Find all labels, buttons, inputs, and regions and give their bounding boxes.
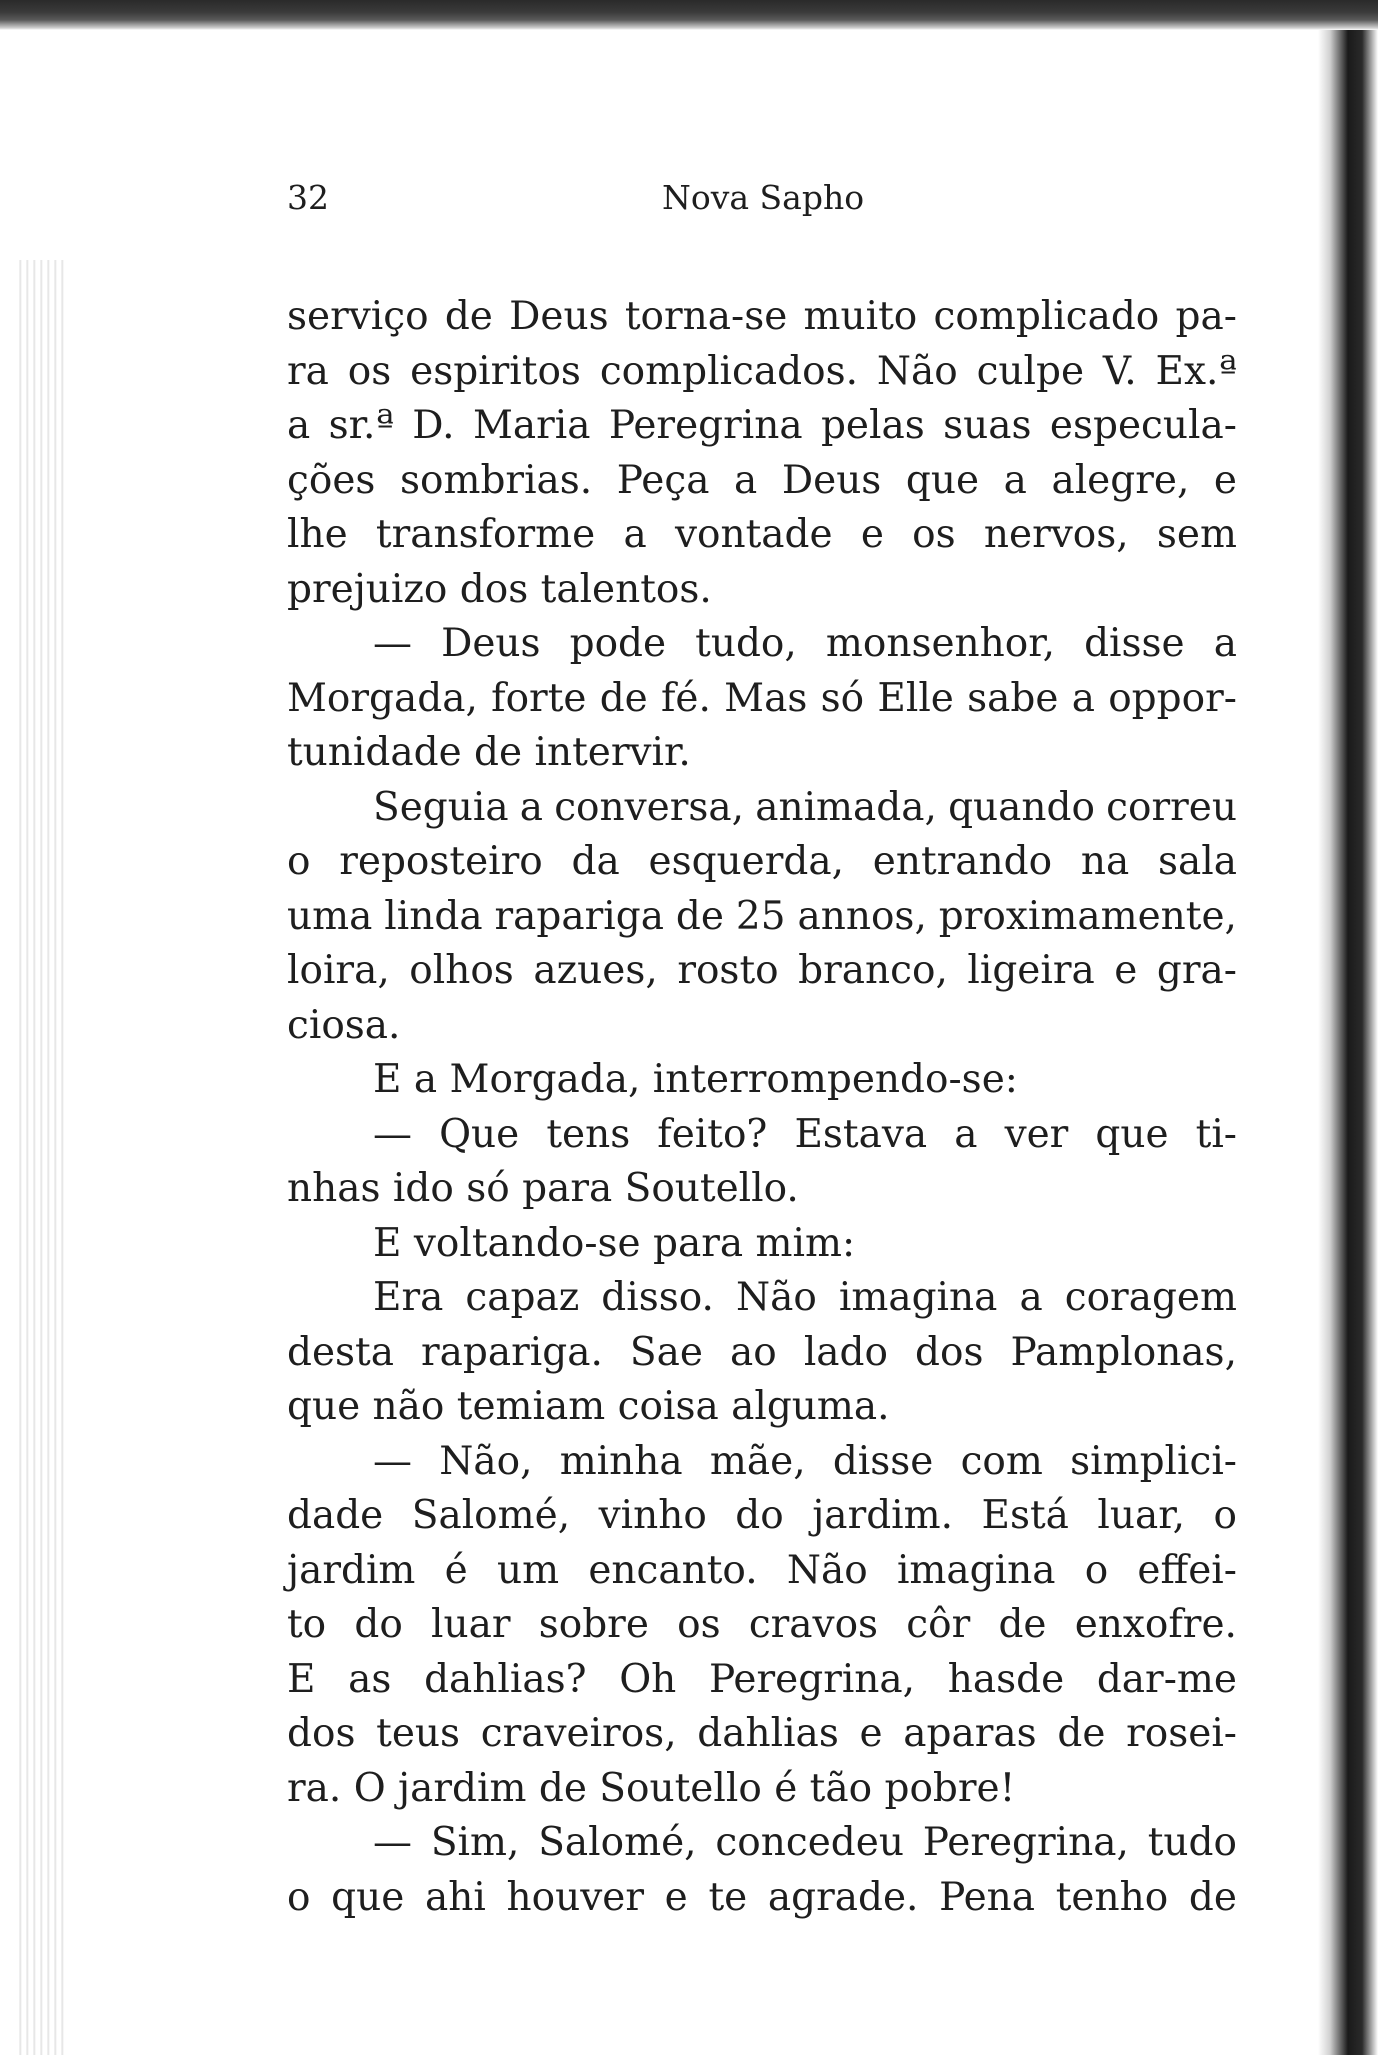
word: Deus — [441, 621, 541, 666]
word: — — [373, 1438, 412, 1484]
word: suas — [943, 403, 1032, 448]
word: Pamplonas, — [1010, 1329, 1237, 1375]
word: a — [1019, 1275, 1043, 1320]
word: do — [735, 1493, 784, 1538]
word: o — [1213, 1493, 1237, 1538]
word: Era — [373, 1275, 444, 1320]
word: muito — [803, 294, 918, 339]
word: Peregrina, — [922, 1820, 1129, 1865]
word: Estava — [794, 1111, 928, 1157]
text-line — [287, 781, 1237, 836]
word: — — [373, 1111, 412, 1157]
word: uma — [287, 893, 373, 939]
word: rosei- — [1126, 1711, 1237, 1756]
word: sem — [1156, 512, 1237, 557]
word: a — [954, 1111, 978, 1157]
word: nervos, — [983, 512, 1129, 557]
word: Seguia — [373, 784, 509, 830]
word: loira, — [287, 948, 390, 993]
word: dahlias? — [424, 1656, 587, 1702]
word: entrando — [872, 839, 1053, 884]
word: jardim. — [812, 1493, 954, 1538]
word: ao — [730, 1329, 777, 1375]
word: e — [664, 1874, 688, 1920]
text-line — [287, 617, 1237, 672]
word: Está — [981, 1493, 1069, 1538]
word: enxofre. — [1074, 1602, 1237, 1647]
text-line — [287, 399, 1237, 454]
word: transforme — [375, 512, 596, 557]
word: as — [348, 1656, 392, 1702]
word: de — [599, 675, 648, 721]
word: tenho — [1055, 1874, 1169, 1920]
text-line — [287, 944, 1237, 999]
word: culpe — [976, 348, 1085, 394]
word: monsenhor, — [825, 621, 1056, 666]
word: cravos — [748, 1602, 879, 1647]
word: Não, — [439, 1438, 533, 1484]
word: de — [675, 893, 724, 939]
word: é — [444, 1547, 468, 1593]
word: e — [1213, 457, 1237, 503]
word: tens — [546, 1111, 631, 1157]
word: ra — [287, 348, 329, 394]
word: especula- — [1049, 403, 1237, 448]
word: a — [519, 784, 544, 830]
text-line — [287, 1707, 1237, 1762]
text-line: tunidade de intervir. — [287, 730, 691, 775]
word: lado — [803, 1329, 888, 1375]
word: imagina — [896, 1547, 1056, 1593]
text-line — [287, 454, 1237, 509]
word: imagina — [838, 1275, 998, 1320]
word: 25 — [735, 893, 786, 939]
text-line — [287, 290, 1237, 345]
word: forte — [491, 675, 587, 721]
word: disso. — [601, 1275, 714, 1320]
text-line — [287, 835, 1237, 890]
word: tudo — [1147, 1820, 1237, 1865]
word: to — [287, 1602, 327, 1647]
word: disse — [1084, 621, 1185, 666]
word: de — [1057, 1711, 1106, 1756]
word: Maria — [472, 403, 591, 448]
word: simplici- — [1070, 1438, 1237, 1484]
word: Pena — [939, 1874, 1036, 1920]
text-line: ciosa. — [287, 1002, 401, 1048]
text-line — [287, 1108, 1237, 1163]
word: dar-me — [1096, 1656, 1237, 1702]
word: um — [496, 1547, 560, 1593]
text-line — [287, 1544, 1237, 1599]
word: aparas — [903, 1711, 1037, 1756]
text-line: nhas ido só para Soutello. — [287, 1166, 799, 1211]
text-line: E voltando-se para mim: — [373, 1220, 856, 1266]
word: concedeu — [715, 1820, 904, 1865]
word: dahlias — [697, 1711, 839, 1756]
word: encanto. — [588, 1547, 758, 1593]
text-line: prejuizo dos talentos. — [287, 566, 712, 612]
word: agrade. — [767, 1874, 919, 1920]
scan-binding-shadow — [15, 260, 65, 2055]
word: os — [912, 512, 956, 557]
word: proximamente, — [938, 893, 1237, 939]
word: fé. — [661, 675, 711, 721]
word: que — [905, 457, 980, 503]
word: azues, — [533, 948, 658, 993]
text-line — [287, 1271, 1237, 1326]
word: oppor- — [1108, 675, 1237, 721]
text-line — [287, 890, 1237, 945]
word: — — [373, 621, 412, 666]
word: conversa, — [554, 784, 745, 830]
word: Não — [736, 1275, 817, 1320]
word: os — [347, 348, 392, 394]
word: Ex.ª — [1155, 348, 1237, 394]
word: do — [354, 1602, 403, 1647]
word: que — [1095, 1111, 1169, 1157]
word: jardim — [287, 1547, 416, 1593]
word: pode — [569, 621, 667, 666]
word: pa- — [1175, 294, 1237, 339]
text-line — [287, 1598, 1237, 1653]
word: sr.ª — [328, 403, 394, 448]
word: e — [1114, 948, 1138, 993]
word: desta — [287, 1329, 394, 1375]
word: Peregrina — [608, 403, 803, 448]
word: complicado — [933, 294, 1160, 339]
word: Morgada, — [287, 675, 478, 721]
word: a — [1003, 457, 1027, 503]
text-line: ra. O jardim de Soutello é tão pobre! — [287, 1765, 1016, 1811]
word: D. — [412, 403, 455, 448]
page-number: 32 — [287, 178, 329, 217]
word: que — [331, 1874, 405, 1920]
word: — — [373, 1820, 412, 1865]
running-title: Nova Sapho — [662, 178, 865, 217]
text-line — [287, 1871, 1237, 1926]
word: V. — [1102, 348, 1137, 394]
word: alegre, — [1051, 457, 1190, 503]
word: ver — [1004, 1111, 1069, 1157]
word: teus — [376, 1711, 461, 1756]
word: Mas — [724, 675, 808, 721]
word: a — [734, 457, 758, 503]
word: ti- — [1195, 1111, 1237, 1157]
word: serviço — [287, 294, 429, 339]
word: E — [287, 1656, 316, 1702]
word: a — [1071, 675, 1095, 721]
text-line: E a Morgada, interrompendo-se: — [373, 1057, 1018, 1102]
scan-top-edge — [0, 0, 1378, 30]
word: branco, — [798, 948, 948, 993]
word: rapariga. — [421, 1329, 603, 1375]
word: ligeira — [967, 948, 1095, 993]
word: dade — [287, 1493, 384, 1538]
word: disse — [832, 1438, 934, 1484]
word: sombrias. — [399, 457, 593, 503]
word: com — [960, 1438, 1043, 1484]
word: de — [444, 294, 493, 339]
word: e — [859, 1711, 883, 1756]
word: luar, — [1097, 1493, 1185, 1538]
word: o — [287, 839, 311, 884]
text-line — [287, 345, 1237, 400]
word: reposteiro — [339, 839, 543, 884]
word: Sim, — [430, 1820, 520, 1865]
word: côr — [906, 1602, 971, 1647]
word: a — [1213, 621, 1237, 666]
word: da — [571, 839, 620, 884]
word: Salomé, — [411, 1493, 571, 1538]
word: de — [998, 1602, 1047, 1647]
word: o — [1084, 1547, 1109, 1593]
word: mãe, — [709, 1438, 806, 1484]
word: só — [820, 675, 865, 721]
word: vinho — [598, 1493, 707, 1538]
word: e — [860, 512, 884, 557]
text-line — [287, 672, 1237, 727]
word: dos — [915, 1329, 984, 1375]
word: a — [623, 512, 647, 557]
word: ções — [287, 457, 376, 503]
word: houver — [506, 1874, 644, 1920]
word: Peregrina, — [708, 1656, 916, 1702]
word: torna-se — [624, 294, 788, 339]
word: tudo, — [695, 621, 797, 666]
word: vontade — [674, 512, 833, 557]
word: feito? — [657, 1111, 768, 1157]
word: sobre — [538, 1602, 649, 1647]
text-line — [287, 1816, 1237, 1871]
word: de — [1188, 1874, 1237, 1920]
word: Peça — [616, 457, 710, 503]
word: rosto — [677, 948, 779, 993]
word: esquerda, — [648, 839, 844, 884]
text-line: que não temiam coisa alguma. — [287, 1384, 890, 1429]
scan-right-edge — [1318, 30, 1378, 2055]
word: gra- — [1156, 948, 1237, 993]
word: hasde — [947, 1656, 1065, 1702]
word: luar — [431, 1602, 511, 1647]
word: Oh — [619, 1656, 677, 1702]
word: craveiros, — [480, 1711, 677, 1756]
text-line — [287, 1653, 1237, 1708]
word: Não — [786, 1547, 868, 1593]
word: os — [677, 1602, 721, 1647]
word: annos, — [797, 893, 927, 939]
word: minha — [559, 1438, 683, 1484]
text-line — [287, 1489, 1237, 1544]
word: o — [287, 1874, 311, 1920]
word: dos — [287, 1711, 356, 1756]
word: rapariga — [494, 893, 664, 939]
word: correu — [1106, 784, 1237, 830]
word: espiritos — [410, 348, 581, 394]
word: Que — [439, 1111, 520, 1157]
word: te — [708, 1874, 748, 1920]
word: Não — [876, 348, 958, 394]
word: Salomé, — [538, 1820, 697, 1865]
word: na — [1080, 839, 1130, 884]
word: coragem — [1064, 1275, 1237, 1320]
word: complicados. — [599, 348, 858, 394]
word: effei- — [1137, 1547, 1237, 1593]
word: Deus — [781, 457, 882, 503]
word: capaz — [465, 1275, 580, 1320]
word: Elle — [877, 675, 954, 721]
word: a — [287, 403, 311, 448]
word: animada, — [755, 784, 937, 830]
word: pelas — [820, 403, 925, 448]
word: sabe — [967, 675, 1059, 721]
word: sala — [1157, 839, 1237, 884]
text-line — [287, 1326, 1237, 1381]
word: linda — [384, 893, 483, 939]
word: lhe — [287, 512, 348, 557]
word: ahi — [425, 1874, 486, 1920]
body-text — [287, 290, 1237, 1925]
word: quando — [948, 784, 1095, 830]
text-line — [287, 1435, 1237, 1490]
page-header — [287, 178, 1237, 228]
word: Deus — [509, 294, 609, 339]
text-line — [287, 508, 1237, 563]
word: Sae — [629, 1329, 703, 1375]
word: olhos — [409, 948, 514, 993]
